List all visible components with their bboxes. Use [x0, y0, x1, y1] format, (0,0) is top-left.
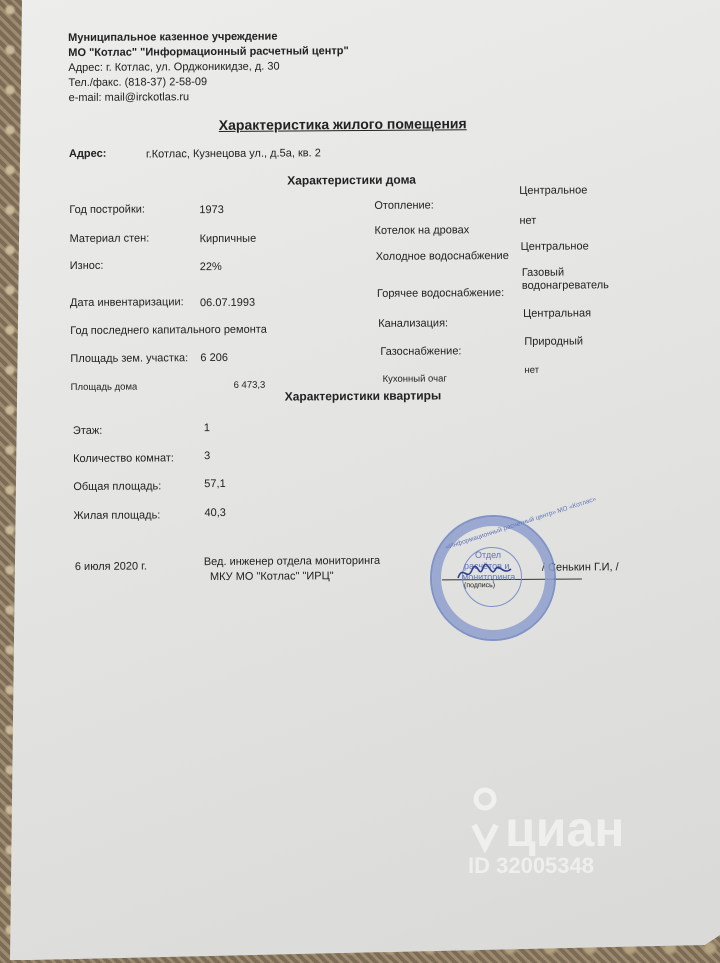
apartment-value: 1 — [203, 422, 211, 435]
address-label: Адрес: — [68, 147, 107, 161]
house-label: Год последнего капитального ремонта — [70, 323, 267, 338]
org-line2: МО "Котлас" "Информационный расчетный центр" — [68, 45, 349, 60]
apartment-label: Жилая площадь: — [73, 509, 161, 523]
footer-position: Вед. инженер отдела мониторинга — [203, 554, 381, 569]
house-heading: Характеристики дома — [287, 172, 416, 188]
house-label: Год постройки: — [69, 203, 145, 217]
house-label: Газоснабжение: — [380, 345, 462, 358]
map-pin-icon — [470, 785, 500, 855]
house-value: 06.07.1993 — [199, 296, 256, 310]
document-title: Характеристика жилого помещения — [218, 115, 467, 133]
house-label: Кухонный очаг — [382, 373, 447, 385]
address-value: г.Котлас, Кузнецова ул., д.5а, кв. 2 — [145, 147, 321, 161]
footer-date: 6 июля 2020 г. — [74, 560, 147, 573]
signer-name: / Сенькин Г.И, / — [541, 561, 619, 574]
house-value: 6 473,3 — [233, 379, 266, 391]
apartment-value: 3 — [204, 450, 211, 463]
org-email: e-mail: mail@irckotlas.ru — [68, 91, 190, 105]
stamp-text: Отдел — [475, 550, 502, 560]
org-phone: Тел./факс. (818-37) 2-58-09 — [68, 76, 208, 90]
watermark-id: ID 32005348 — [468, 853, 594, 878]
house-value: Газовый — [521, 266, 565, 279]
house-label: Дата инвентаризации: — [69, 296, 184, 310]
apartment-label: Общая площадь: — [73, 480, 162, 494]
house-value: 6 206 — [200, 351, 228, 365]
signature-caption: (подпись) — [463, 582, 496, 590]
house-value: нет — [524, 364, 540, 376]
house-label: Канализация: — [378, 317, 449, 330]
stamp-text: расчётов и — [464, 561, 510, 571]
house-label: Материал стен: — [69, 232, 150, 246]
handwritten-signature — [455, 560, 515, 585]
apartment-label: Количество комнат: — [73, 452, 174, 466]
house-value: Кирпичные — [199, 232, 257, 246]
house-value: Центральное — [520, 240, 589, 253]
apartment-value: 40,3 — [204, 506, 226, 520]
house-value: водонагреватель — [521, 279, 609, 292]
house-label: Площадь зем. участка: — [70, 352, 189, 366]
house-value: 1973 — [199, 203, 224, 217]
house-label: Горячее водоснабжение: — [376, 286, 505, 300]
house-value: 22% — [199, 260, 222, 274]
house-value: Природный — [524, 335, 584, 348]
stamp-text: мониторинга — [462, 572, 516, 582]
footer-organization: МКУ МО "Котлас" "ИРЦ" — [209, 570, 334, 584]
watermark-brand: циан — [505, 801, 625, 857]
apartment-value: 57,1 — [204, 477, 226, 491]
stamp-ring-text: «Информационный расчетный центр» МО «Котлас» — [444, 495, 598, 552]
house-label: Холодное водоснабжение — [375, 249, 509, 263]
house-label: Отопление: — [374, 199, 434, 212]
house-value: нет — [519, 214, 537, 227]
apartment-label: Этаж: — [72, 424, 103, 438]
house-label: Износ: — [69, 259, 104, 273]
org-line1: Муниципальное казенное учреждение — [68, 30, 278, 45]
house-value: Центральная — [523, 307, 592, 320]
house-value: Центральное — [519, 184, 588, 197]
apartment-heading: Характеристики квартиры — [284, 388, 442, 404]
org-address: Адрес: г. Котлас, ул. Орджоникидзе, д. 30 — [68, 60, 280, 75]
house-label: Площадь дома — [70, 381, 138, 394]
house-label: Котелок на дровах — [374, 224, 470, 237]
